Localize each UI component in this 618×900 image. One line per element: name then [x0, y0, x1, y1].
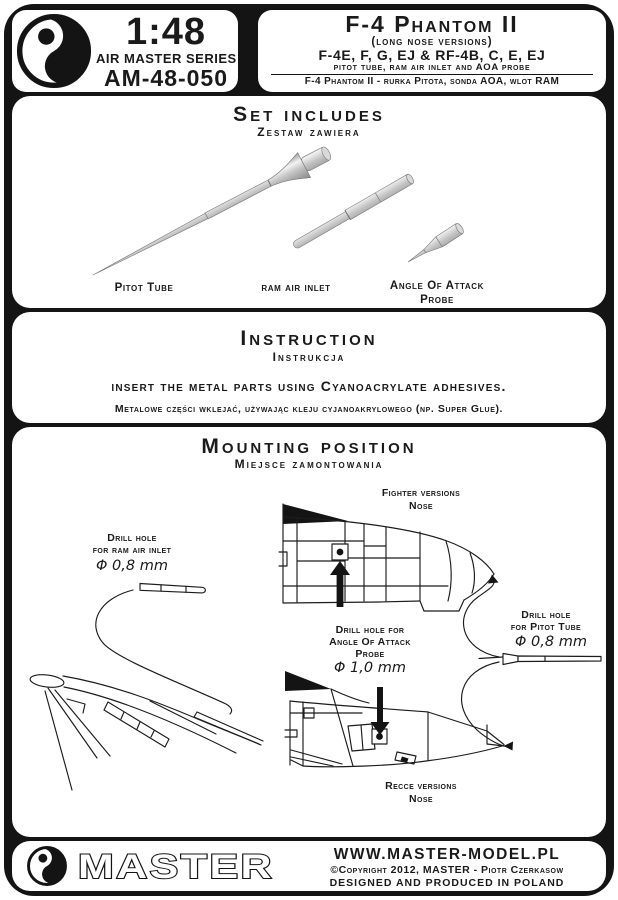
set-includes-panel: [12, 96, 606, 308]
label-aoa-line1: Angle Of Attack: [389, 280, 485, 292]
label-ram-air-inlet: ram air inlet: [261, 282, 331, 294]
recce-aoa-arrow: [371, 687, 390, 735]
brand-scale: 1:48: [125, 11, 207, 53]
mounting-title: Mounting position: [201, 435, 417, 458]
footer-copyright: ©Copyright 2012, MASTER - Piotr Czerkasow: [330, 864, 564, 876]
fighter-nose-label-line1: Fighter versions: [381, 487, 461, 499]
footer-logo-text-graphic: [72, 846, 282, 886]
label-aoa-line2: Probe: [420, 294, 454, 306]
master-swirl-logo-icon: [15, 12, 93, 90]
aoa-callout-line2: Angle Of Attack: [329, 636, 411, 648]
instruction-panel: [12, 312, 606, 423]
pitot-tube-part-drawing: [87, 140, 336, 288]
kit-title-panel: [258, 10, 606, 92]
ram-air-inlet-mini-drawing: [140, 584, 205, 593]
pitot-callout-line2: for Pitot Tube: [510, 621, 582, 633]
master-swirl-logo-icon: [26, 845, 68, 887]
instruction-title: Instruction: [240, 327, 378, 350]
fighter-aoa-arrow: [330, 561, 350, 607]
ram-leader-line: [96, 590, 232, 714]
mounting-panel: [12, 427, 606, 837]
brand-series: AIR MASTER SERIES: [96, 51, 237, 66]
recce-nose-drawing: [285, 671, 504, 767]
mounting-diagram: [12, 427, 606, 837]
aoa-callout-diameter: Φ 1,0 mm: [334, 660, 406, 676]
fighter-nose-drawing: [279, 504, 494, 611]
aoa-probe-part-drawing: [405, 222, 465, 267]
parts-illustration: [12, 96, 606, 308]
kit-title-divider: [271, 74, 593, 75]
pitot-callout-line1: Drill hole: [521, 609, 571, 621]
fighter-nose-label-line2: Nose: [409, 500, 433, 512]
kit-contents: pitot tube, ram air inlet and AOA probe: [333, 62, 531, 73]
wing-intake-drawing: [29, 673, 263, 790]
footer-origin: DESIGNED AND PRODUCED IN POLAND: [329, 877, 565, 889]
ram-air-inlet-part-drawing: [291, 173, 415, 251]
kit-title: F-4 Phantom II: [345, 11, 519, 37]
footer-logo-text: MASTER: [78, 848, 274, 886]
fighter-aoa-drill-hole-dot: [337, 549, 344, 556]
instruction-text-en: insert the metal parts using Cyanoacrylate adhesives.: [111, 378, 507, 394]
recce-nose-label-line2: Nose: [409, 793, 433, 805]
instruction-text-pl: Metalowe części wklejać, używając kleju cyjanoakrylowego (np. Super Glue).: [114, 403, 504, 415]
pitot-callout-diameter: Φ 0,8 mm: [515, 634, 587, 650]
footer-panel: [12, 841, 606, 891]
brand-code: AM-48-050: [103, 65, 229, 91]
aoa-callout-line1: Drill hole for: [335, 624, 405, 636]
set-includes-title: Set includes: [233, 103, 385, 126]
mounting-subtitle: Miejsce zamontowania: [234, 457, 384, 471]
kit-title-polish: F-4 Phantom II - rurka Pitota, sonda AOA, wlot RAM: [304, 76, 560, 87]
brand-panel: [12, 10, 238, 92]
ram-callout-diameter: Φ 0,8 mm: [96, 558, 168, 574]
ram-callout-line1: Drill hole: [107, 532, 157, 544]
ram-callout-line2: for ram air inlet: [92, 544, 172, 556]
aoa-callout-line3: Probe: [355, 648, 385, 660]
label-pitot-tube: Pitot Tube: [114, 282, 174, 294]
set-includes-subtitle: Zestaw zawiera: [257, 125, 361, 139]
kit-variants: F-4E, F, G, EJ & RF-4B, C, E, EJ: [318, 47, 546, 63]
kit-versions: (long nose versions): [371, 36, 493, 48]
instruction-subtitle: Instrukcja: [272, 350, 346, 364]
footer-website: WWW.MASTER-MODEL.PL: [333, 846, 561, 863]
recce-nose-label-line1: Recce versions: [385, 780, 457, 792]
